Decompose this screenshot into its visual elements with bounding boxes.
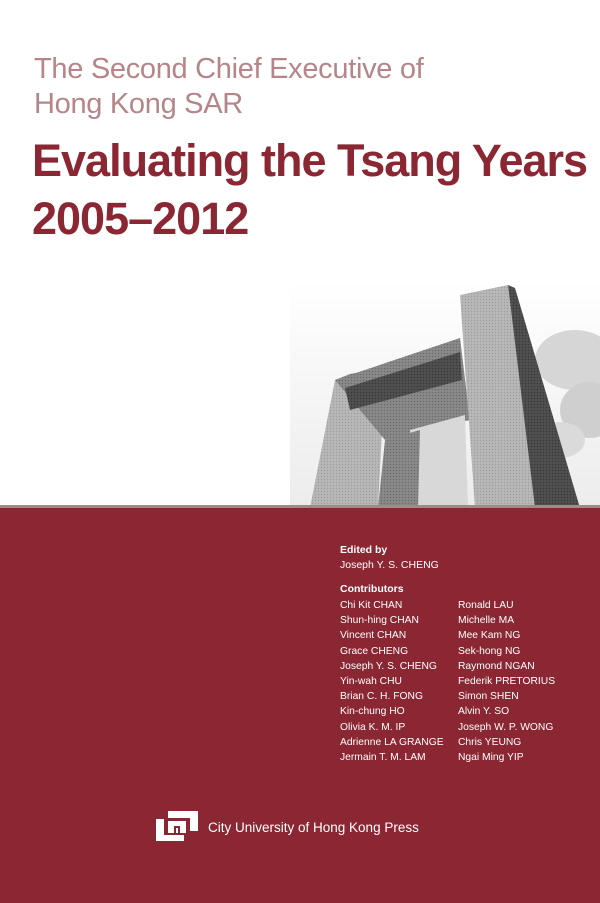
contributor: Raymond NGAN	[458, 660, 535, 672]
edited-by-label: Edited by	[340, 544, 388, 556]
contributor: Vincent CHAN	[340, 630, 407, 642]
contributor: Adrienne LA GRANGE	[340, 736, 444, 748]
contributors-list-left	[340, 598, 444, 765]
contributor: Shun-hing CHAN	[340, 615, 419, 627]
contributor: Mee Kam NG	[458, 630, 521, 642]
contributor: Brian C. H. FONG	[340, 691, 423, 703]
contributor: Sek-hong NG	[458, 645, 521, 657]
contributor: Chi Kit CHAN	[340, 600, 403, 611]
cover-subtitle	[34, 52, 554, 122]
contributor: Olivia K. M. IP	[340, 721, 406, 733]
contributor: Grace CHENG	[340, 645, 409, 657]
cityu-press-logo-icon	[154, 809, 200, 843]
subtitle-line-1: The Second Chief Executive of	[34, 53, 424, 85]
contributor: Kin-chung HO	[340, 706, 405, 718]
contributor: Jermain T. M. LAM	[340, 752, 426, 764]
contributor: Yin-wah CHU	[340, 676, 402, 688]
title-line-1: Evaluating the Tsang Years	[32, 135, 588, 186]
contributor: Alvin Y. SO	[458, 706, 510, 718]
cover-title	[32, 132, 592, 248]
contributor: Chris YEUNG	[458, 736, 522, 748]
contributor: Michelle MA	[458, 615, 515, 627]
contributors-list-right	[458, 598, 555, 765]
contributor: Joseph W. P. WONG	[458, 721, 554, 733]
contributors-label: Contributors	[340, 583, 404, 595]
editor-name: Joseph Y. S. CHENG	[340, 559, 439, 571]
contributor: Simon SHEN	[458, 691, 519, 703]
contributor: Joseph Y. S. CHENG	[340, 660, 437, 672]
title-line-2: 2005–2012	[32, 193, 249, 244]
contributor: Ronald LAU	[458, 600, 514, 611]
publisher-name: City University of Hong Kong Press	[208, 820, 419, 835]
contributor: Ngai Ming YIP	[458, 752, 524, 764]
government-building-photo	[290, 280, 600, 508]
contributor: Federik PRETORIUS	[458, 676, 556, 688]
subtitle-line-2: Hong Kong SAR	[34, 88, 243, 120]
